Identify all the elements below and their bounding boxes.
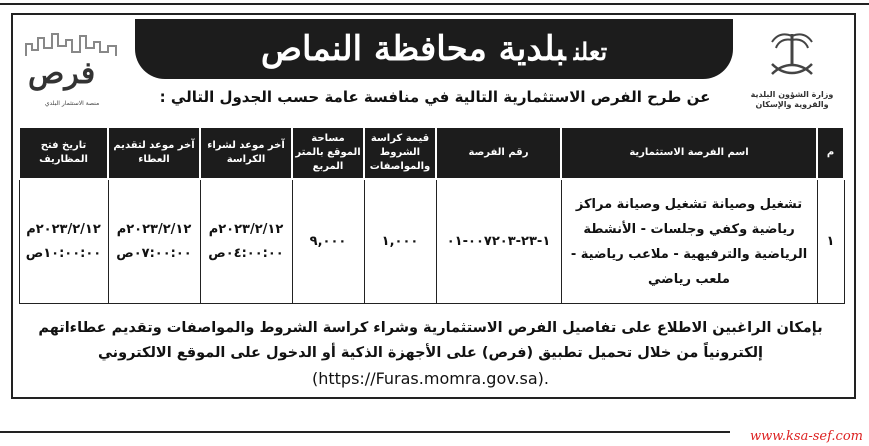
col-site-area: مساحة الموقع بالمتر المربع bbox=[292, 127, 364, 179]
open-time: ١٠:٠٠:٠٠ص bbox=[25, 245, 102, 261]
purchase-date: ٢٠٢٣/٢/١٢م bbox=[208, 221, 284, 237]
furas-logo-word: فرص bbox=[28, 56, 96, 91]
col-index: م bbox=[817, 127, 844, 179]
col-booklet-value: قيمة كراسة الشروط والمواصفات bbox=[364, 127, 436, 179]
col-submit-deadline: آخر موعد لتقديم العطاء bbox=[108, 127, 200, 179]
footer-text: بإمكان الراغبين الاطلاع على تفاصيل الفرص الاستثمارية وشراء كراسة الشروط والمواصفات وتقديم عطاءاتهم إلكترونياً من خلال تحميل تطبيق (فرص) على الأجهزة الذكية أو الدخول على الموقع الالكتروني bbox=[38, 320, 823, 361]
furas-logo bbox=[18, 26, 126, 116]
table-row bbox=[19, 179, 844, 304]
open-date: ٢٠٢٣/٢/١٢م bbox=[26, 221, 101, 237]
announce-lead: تعلن bbox=[573, 37, 608, 66]
palm-swords-icon bbox=[742, 26, 842, 88]
purchase-deadline bbox=[200, 179, 292, 304]
envelope-opening bbox=[19, 179, 108, 304]
col-opportunity-number: رقم الفرصة bbox=[436, 127, 561, 179]
announce-title: بلدية محافظة النماص bbox=[260, 29, 566, 69]
site-area: ٩,٠٠٠ bbox=[292, 179, 364, 304]
ministry-name: وزارة الشؤون البلدية والقروية والإسكان bbox=[750, 90, 834, 109]
ministry-logo bbox=[742, 26, 842, 116]
col-envelope-opening: تاريخ فتح المظاريف bbox=[19, 127, 108, 179]
banner-title bbox=[261, 29, 607, 69]
opportunity-name: تشغيل وصيانة تشغيل وصيانة مراكز رياضية وكفي وجلسات - الأنشطة الرياضية والترفيهية - ملاعب رياضية - ملعب رياضي bbox=[561, 179, 817, 304]
footer-notice bbox=[18, 316, 843, 391]
furas-logo-subtitle: منصة الاستثمار البلدي bbox=[44, 100, 100, 107]
submit-date: ٢٠٢٣/٢/١٢م bbox=[116, 221, 192, 237]
opportunity-number: ١-٢٣-٠٠٧٢٠٣-٠١ bbox=[436, 179, 561, 304]
table-header-row bbox=[19, 127, 844, 179]
booklet-value: ١,٠٠٠ bbox=[364, 179, 436, 304]
watermark: www.ksa-sef.com bbox=[750, 429, 863, 444]
subtitle: عن طرح الفرص الاستثمارية التالية في منافسة عامة حسب الجدول التالي : bbox=[159, 88, 711, 106]
title-banner bbox=[135, 19, 733, 79]
bottom-rule bbox=[0, 431, 730, 433]
top-rule bbox=[0, 3, 869, 5]
submit-deadline bbox=[108, 179, 200, 304]
col-purchase-deadline: آخر موعد لشراء الكراسة bbox=[200, 127, 292, 179]
purchase-time: ٠٤:٠٠:٠٠ص bbox=[208, 245, 284, 261]
opportunities-table bbox=[18, 126, 845, 304]
row-index: ١ bbox=[817, 179, 844, 304]
col-opportunity-name: اسم الفرصة الاستثمارية bbox=[561, 127, 817, 179]
submit-time: ٠٧:٠٠:٠٠ص bbox=[116, 245, 192, 261]
website-url: (https://Furas.momra.gov.sa). bbox=[311, 369, 550, 388]
